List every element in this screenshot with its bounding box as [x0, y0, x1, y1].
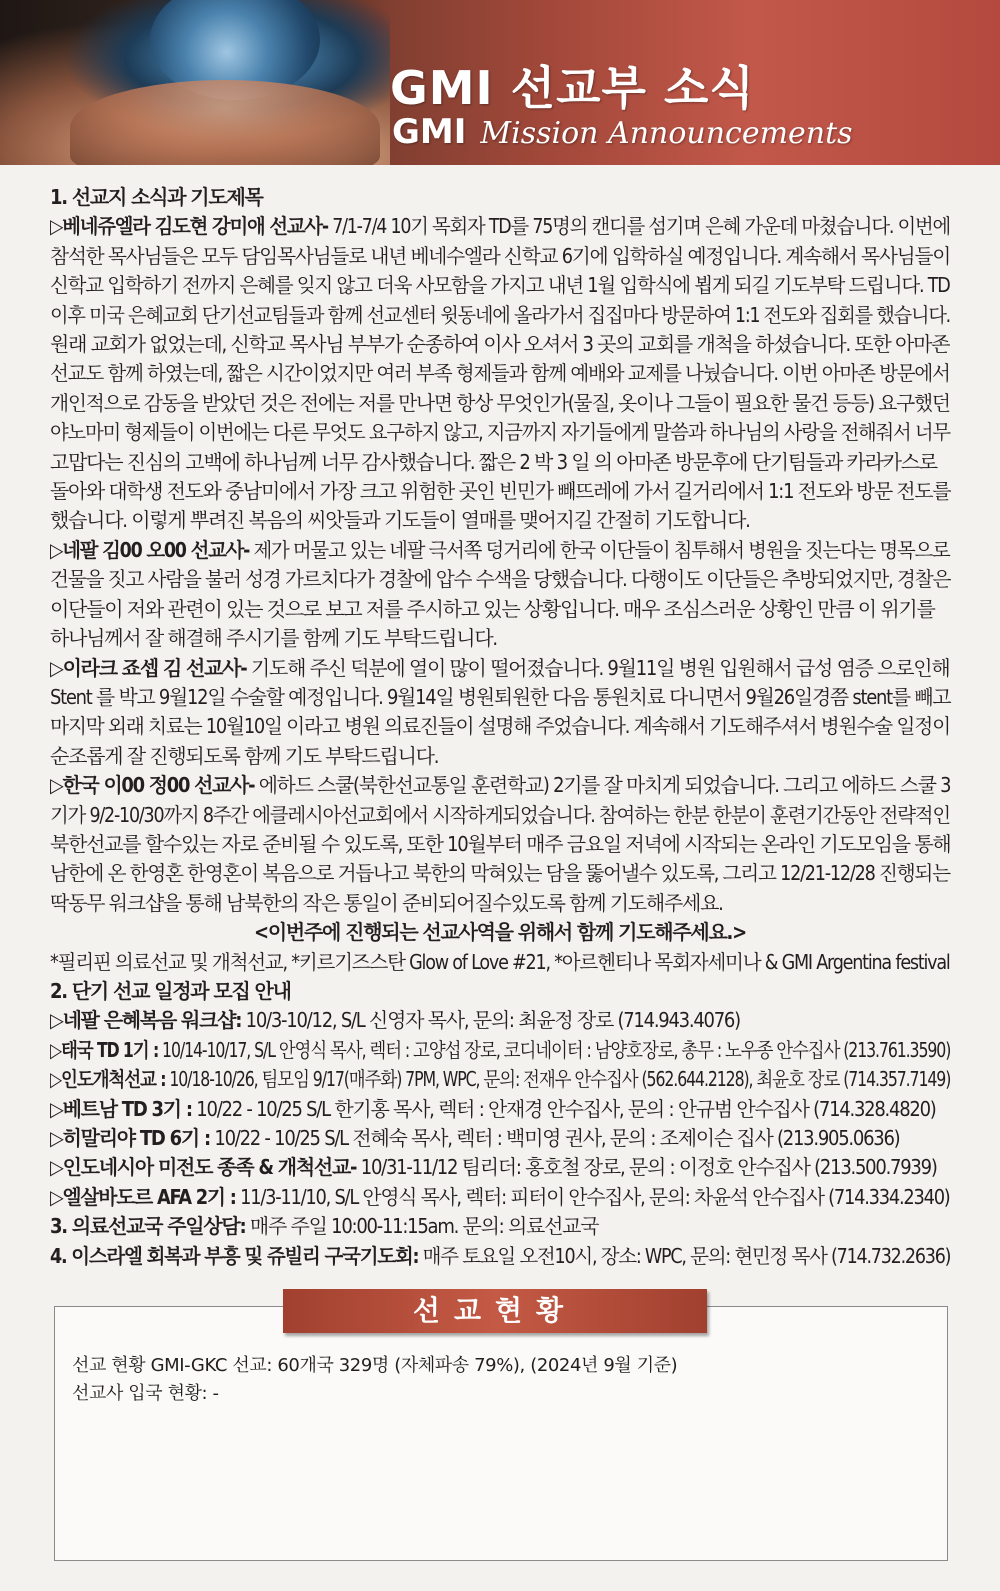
trip-label: ▷히말리야 TD 6기 :: [50, 1126, 210, 1150]
nepal-line-1: 건물을 짓고 사람을 불러 성경 가르치다가 경찰에 압수 수색을 당했습니다. 다행이도 이단들은 추방되었지만, 경찰은: [50, 567, 951, 592]
iraq-line-2: 마지막 외래 치료는 10월10일 이라고 병원 의료진들이 설명해 주었습니다. 계속해서 기도해주셔서 병원수술 일정이: [50, 714, 950, 739]
trip-text: 10/14-10/17, S/L 안영식 목사, 렉터 : 고양섭 장로, 코디네이터 : 남양호장로, 총무 : 노우종 안수집사 (213.761.3590): [158, 1037, 951, 1062]
korea-line-3: 남한에 온 한영혼 한영혼이 복음으로 거듭나고 북한의 막혀있는 담을 뚫어낼수 있도록, 그리고 12/21-12/28 진행되는: [50, 861, 950, 886]
section3-label: 3. 의료선교국 주일상담:: [50, 1214, 246, 1239]
hands-holding-globe-image: [0, 0, 390, 165]
nepal-line-2: 이단들이 저와 관련이 있는 것으로 보고 저를 주시하고 있는 상황입니다. 매우 조심스러운 상황인 만큼 이 위기를: [50, 596, 935, 621]
trip-item: [50, 1065, 951, 1094]
venezuela-line-6: 개인적으로 감동을 받았던 것은 전에는 저를 만나면 항상 무엇인가(물질, 옷이나 그들이 필요한 물건 등등) 요구했던: [50, 390, 950, 415]
section3-medical-consult: [50, 1212, 950, 1241]
mission-status-text: [72, 1352, 677, 1408]
venezuela-line-3: 이후 미국 은혜교회 단기선교팀들과 함께 선교센터 윗동네에 올라가서 집집마다 방문하여 1:1 전도와 집회를 했습니다.: [50, 302, 950, 327]
trip-label: ▷태국 TD 1기 :: [50, 1037, 159, 1062]
venezuela-line-4: 원래 교회가 없었는데, 신학교 목사님 부부가 순종하여 이사 오셔서 3 곳의 교회를 개척을 하셨습니다. 또한 아마존: [50, 332, 950, 357]
trip-item: [50, 1153, 950, 1182]
page-title-english: [392, 112, 853, 152]
korea-label: ▷한국 이00 정00 선교사-: [50, 773, 255, 798]
korea-line-2: 북한선교를 할수있는 자로 준비될 수 있도록, 또한 10월부터 매주 금요일 저녁에 시작되는 온라인 기도모임을 통해: [50, 831, 951, 856]
trip-text: 10/22 - 10/25 S/L 한기홍 목사, 렉터 : 안재경 안수집사, 문의 : 안규범 안수집사 (714.328.4820): [191, 1096, 936, 1121]
hands-icon: [70, 80, 380, 165]
title-mission-announcements: Mission Announcements: [480, 116, 853, 151]
page-title-korean: GMI 선교부 소식: [390, 61, 755, 115]
venezuela-line-7: 야노마미 형제들이 이번에는 다른 무엇도 요구하지 않고, 지금까지 자기들에게 말씀과 하나님의 사랑을 전해줘서 너무: [50, 420, 950, 445]
trip-text: 10/22 - 10/25 S/L 전혜숙 목사, 렉터 : 백미영 권사, 문의 : 조제이슨 집사 (213.905.0636): [209, 1126, 900, 1150]
venezuela-line-8: 고맙다는 진심의 고백에 하나님께 너무 감사했습니다. 짧은 2 박 3 일 의 아마존 방문후에 단기팀들과 카라카스로: [50, 449, 937, 474]
venezuela-line-2: 신학교 입학하기 전까지 은혜를 잊지 않고 더욱 사모함을 가지고 내년 1월 입학식에 뵙게 되길 기도부탁 드립니다. TD: [50, 273, 950, 298]
venezuela-line-5: 선교도 함께 하였는데, 짧은 시간이었지만 여러 부족 형제들과 함께 예배와 교제를 나눴습니다. 이번 아마존 방문에서: [50, 361, 950, 386]
nepal-text-0: 제가 머물고 있는 네팔 극서쪽 덩거리에 한국 이단들이 침투해서 병원을 짓는다는 명목으로: [249, 537, 950, 562]
header-banner: [0, 0, 1000, 165]
iraq-line-3: 순조롭게 잘 진행되도록 함께 기도 부탁드립니다.: [50, 743, 439, 768]
title-gmi: GMI: [392, 112, 467, 152]
venezuela-line-10: 했습니다. 이렇게 뿌려진 복음의 씨앗들과 기도들이 열매를 맺어지길 간절히 기도합니다.: [50, 508, 750, 533]
venezuela-line-9: 돌아와 대학생 전도와 중남미에서 가장 크고 위험한 곳인 빈민가 빼뜨레에 가서 길거리에서 1:1 전도와 방문 전도를: [50, 479, 951, 504]
iraq-line-0: [50, 654, 950, 683]
korea-text-0: 에하드 스쿨(북한선교통일 훈련학교) 2기를 잘 마치게 되었습니다. 그리고 에하드 스쿨 3: [254, 773, 951, 798]
prayer-heading: <이번주에 진행되는 선교사역을 위해서 함께 기도해주세요.>: [254, 920, 746, 945]
trip-item: [50, 1183, 950, 1212]
section4-label: 4. 이스라엘 회복과 부흥 및 쥬빌리 구국기도회:: [50, 1243, 419, 1268]
iraq-label: ▷이라크 죠셉 김 선교사-: [50, 655, 247, 680]
trip-label: ▷인도네시아 미전도 종족 & 개척선교-: [50, 1155, 357, 1180]
trip-text: 11/3-11/10, S/L 안영식 목사, 렉터: 피터이 안수집사, 문의: 차윤석 안수집사 (714.334.2340): [235, 1184, 950, 1209]
mission-status-summary: 선교 현황 GMI-GKC 선교: 60개국 329명 (자체파송 79%), (2024년 9월 기준): [72, 1355, 678, 1376]
mission-status-title: 선교현황: [412, 1294, 578, 1327]
trip-text: 10/18-10/26, 팀모임 9/17(매주화) 7PM, WPC, 문의: 전재우 안수집사 (562.644.2128), 최윤호 장로 (714.357.7149): [165, 1067, 951, 1092]
venezuela-line-0: [50, 212, 951, 241]
section4-israel-prayer: [50, 1242, 951, 1271]
trip-item: [50, 1036, 951, 1065]
trip-item: [50, 1095, 950, 1124]
nepal-line-0: [50, 536, 950, 565]
iraq-text-0: 기도해 주신 덕분에 열이 많이 떨어졌습니다. 9월11일 병원 입원해서 급성 염증 으로인해: [246, 655, 950, 680]
mission-status-box: [54, 1306, 948, 1561]
section1-heading: 1. 선교지 소식과 기도제목: [50, 185, 263, 209]
trip-label: ▷엘살바도르 AFA 2기 :: [50, 1184, 236, 1209]
trip-text: 10/3-10/12, S/L 신영자 목사, 문의: 최윤정 장로 (714.943.4076): [241, 1008, 740, 1033]
venezuela-line-1: 참석한 목사님들은 모두 담임목사님들로 내년 베네수엘라 신학교 6기에 입학하실 예정입니다. 계속해서 목사님들이: [50, 243, 951, 268]
mission-status-tab: [283, 1289, 707, 1333]
missionary-arrival-status: 선교사 입국 현황: -: [72, 1383, 219, 1404]
section4-text: 매주 토요일 오전10시, 장소: WPC, 문의: 현민정 목사 (714.732.2636): [418, 1243, 951, 1268]
nepal-label: ▷네팔 김00 오00 선교사-: [50, 537, 250, 562]
trip-label: ▷네팔 은혜복음 워크샵:: [50, 1008, 242, 1033]
trip-item: [50, 1124, 950, 1153]
nepal-line-3: 하나님께서 잘 해결해 주시기를 함께 기도 부탁드립니다.: [50, 626, 497, 651]
korea-line-4: 딱동무 워크샵을 통해 남북한의 작은 통일이 준비되어질수있도록 함께 기도해주세요.: [50, 890, 723, 915]
korea-line-0: [50, 771, 951, 800]
korea-line-1: 기가 9/2-10/30까지 8주간 에클레시아선교회에서 시작하게되었습니다. 참여하는 한분 한분이 훈련기간동안 전략적인: [50, 802, 950, 827]
announcements-body: [50, 183, 950, 1271]
trip-item: [50, 1006, 950, 1035]
section3-text: 매주 주일 10:00-11:15am. 문의: 의료선교국: [245, 1214, 599, 1239]
venezuela-text-0: 7/1-7/4 10기 목회자 TD를 75명의 캔디를 섬기며 은혜 가운데 마쳤습니다. 이번에: [327, 214, 951, 239]
iraq-line-1: Stent 를 박고 9월12일 수술할 예정입니다. 9월14일 병원퇴원한 다음 통원치료 다니면서 9월26일경쯤 stent를 빼고: [50, 684, 951, 709]
trip-label: ▷베트남 TD 3기 :: [50, 1096, 192, 1121]
trip-label: ▷인도개척선교 :: [50, 1067, 166, 1092]
venezuela-label: ▷베네쥬엘라 김도현 강미애 선교사-: [50, 214, 328, 239]
prayer-list: *필리핀 의료선교 및 개척선교, *키르기즈스탄 Glow of Love #21, *아르헨티나 목회자세미나 & GMI Argentina festival: [50, 949, 950, 974]
trip-text: 10/31-11/12 팀리더: 홍호철 장로, 문의 : 이정호 안수집사 (213.500.7939): [356, 1155, 937, 1180]
section2-heading: 2. 단기 선교 일정과 모집 안내: [50, 978, 291, 1003]
